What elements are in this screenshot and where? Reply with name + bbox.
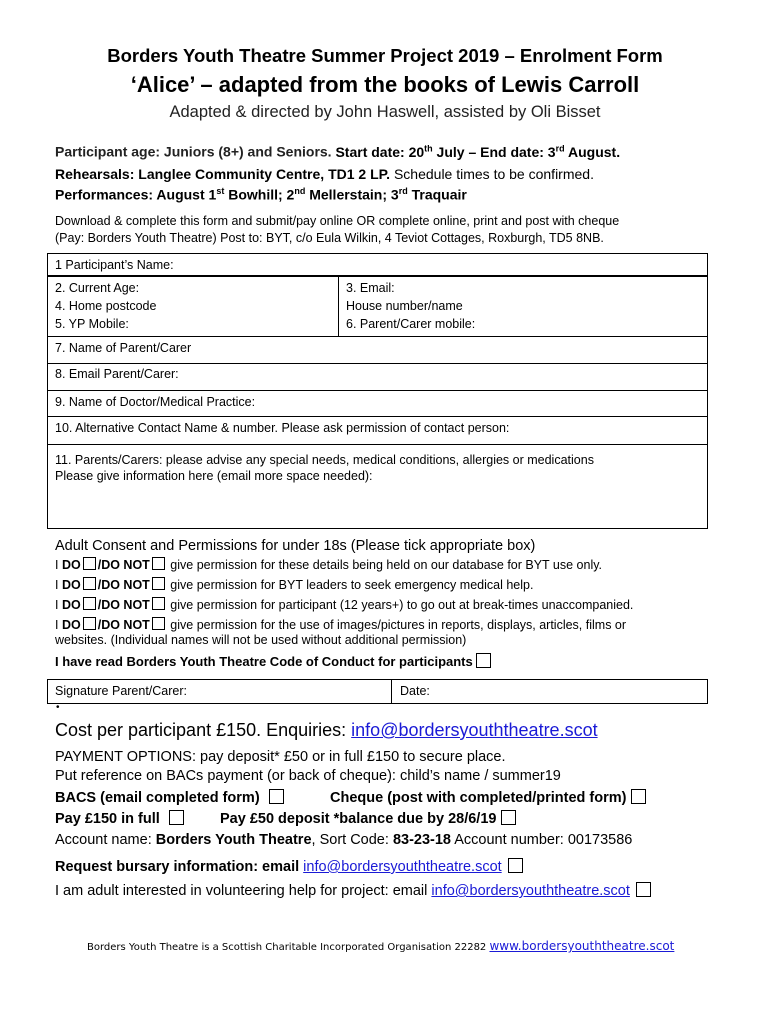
consent-images-note: websites. (Individual names will not be used without additional permission) xyxy=(55,633,467,647)
do-checkbox[interactable] xyxy=(83,617,96,630)
code-of-conduct-row: I have read Borders Youth Theatre Code of Conduct for participants xyxy=(55,653,494,669)
bacs-checkbox[interactable] xyxy=(269,789,284,804)
start-date: Start date: 20th July – End date: 3rd August. xyxy=(335,143,621,160)
code-of-conduct-checkbox[interactable] xyxy=(476,653,491,668)
bursary-line: Request bursary information: email info@bordersyouththeatre.scot xyxy=(55,858,526,875)
consent-row-medical: I DO /DO NOT give permission for BYT leaders to seek emergency medical help. xyxy=(55,578,534,592)
deposit-checkbox[interactable] xyxy=(501,810,516,825)
signature-label: Signature Parent/Carer: xyxy=(55,684,188,698)
instructions-line-1: Download & complete this form and submit/pay online OR complete online, print and post with cheque xyxy=(55,214,620,228)
deposit-option: Pay £50 deposit *balance due by 28/6/19 xyxy=(220,810,519,827)
current-age-label[interactable]: 2. Current Age: xyxy=(55,281,140,295)
payment-options: PAYMENT OPTIONS: pay deposit* £50 or in full £150 to secure place. xyxy=(55,749,506,765)
cost-line: Cost per participant £150. Enquiries: info@bordersyouththeatre.scot xyxy=(55,720,598,740)
website-link[interactable]: www.bordersyouththeatre.scot xyxy=(489,939,675,953)
credits-line: Adapted & directed by John Haswell, assisted by Oli Bisset xyxy=(169,103,601,121)
do-not-checkbox[interactable] xyxy=(152,577,165,590)
production-title: ‘Alice’ – adapted from the books of Lewis Carroll xyxy=(130,72,640,97)
full-payment-option: Pay £150 in full xyxy=(55,810,187,827)
house-number-label[interactable]: House number/name xyxy=(346,299,463,313)
alt-contact-label: 10. Alternative Contact Name & number. Please ask permission of contact person: xyxy=(55,421,510,435)
consent-row-database: I DO /DO NOT give permission for these details being held on our database for BYT use only. xyxy=(55,558,603,572)
account-details: Account name: Borders Youth Theatre, Sort Code: 83-23-18 Account number: 00173586 xyxy=(55,832,633,848)
doctor-label: 9. Name of Doctor/Medical Practice: xyxy=(55,395,256,409)
age-label: Participant age: Juniors (8+) and Seniors. xyxy=(55,143,332,160)
full-payment-checkbox[interactable] xyxy=(169,810,184,825)
payment-reference: Put reference on BACs payment (or back of cheque): child’s name / summer19 xyxy=(55,768,561,784)
instructions-line-2: (Pay: Borders Youth Theatre) Post to: BYT, c/o Eula Wilkin, 4 Teviot Cottages, Roxburgh, TD5 8NB. xyxy=(55,231,604,245)
volunteer-email-link[interactable]: info@bordersyouththeatre.scot xyxy=(431,883,630,899)
rehearsals-line: Rehearsals: Langlee Community Centre, TD1 2 LP. Schedule times to be confirmed. xyxy=(55,166,594,182)
consent-row-breaktimes: I DO /DO NOT give permission for participant (12 years+) to go out at break-times unaccompanied. xyxy=(55,598,634,612)
consent-heading: Adult Consent and Permissions for under 18s (Please tick appropriate box) xyxy=(55,538,536,554)
yp-mobile-label[interactable]: 5. YP Mobile: xyxy=(55,317,129,331)
bursary-email-link[interactable]: info@bordersyouththeatre.scot xyxy=(303,859,502,875)
do-not-checkbox[interactable] xyxy=(152,557,165,570)
bullet: • xyxy=(56,702,60,713)
do-not-checkbox[interactable] xyxy=(152,617,165,630)
home-postcode-label[interactable]: 4. Home postcode xyxy=(55,299,157,313)
enquiries-email-link[interactable]: info@bordersyouththeatre.scot xyxy=(351,720,598,740)
performances-line: Performances: August 1st Bowhill; 2nd Mellerstain; 3rd Traquair xyxy=(55,186,467,203)
bursary-checkbox[interactable] xyxy=(508,858,523,873)
date-label: Date: xyxy=(400,684,430,698)
date-field[interactable] xyxy=(391,679,708,704)
bacs-option: BACS (email completed form) xyxy=(55,789,287,806)
consent-row-images: I DO /DO NOT give permission for the use of images/pictures in reports, displays, articles, films or xyxy=(55,618,627,632)
do-checkbox[interactable] xyxy=(83,557,96,570)
parent-name-label: 7. Name of Parent/Carer xyxy=(55,341,192,355)
parent-mobile-label[interactable]: 6. Parent/Carer mobile: xyxy=(346,317,476,331)
do-checkbox[interactable] xyxy=(83,577,96,590)
cheque-checkbox[interactable] xyxy=(631,789,646,804)
volunteer-line: I am adult interested in volunteering help for project: email info@bordersyouththeatre.scot xyxy=(55,882,654,899)
cheque-option: Cheque (post with completed/printed form) xyxy=(330,789,649,806)
footer: Borders Youth Theatre is a Scottish Charitable Incorporated Organisation 22282 www.bordersyouththeatre.scot xyxy=(87,939,675,953)
form-title: Borders Youth Theatre Summer Project 2019 – Enrolment Form xyxy=(107,45,663,66)
do-checkbox[interactable] xyxy=(83,597,96,610)
email-label[interactable]: 3. Email: xyxy=(346,281,395,295)
do-not-checkbox[interactable] xyxy=(152,597,165,610)
participant-name-label: 1 Participant’s Name: xyxy=(55,258,174,272)
parent-email-label: 8. Email Parent/Carer: xyxy=(55,367,179,381)
dates-line xyxy=(55,143,620,160)
special-needs-hint: Please give information here (email more space needed): xyxy=(55,469,373,483)
special-needs-label: 11. Parents/Carers: please advise any special needs, medical conditions, allergies or medications xyxy=(55,453,594,467)
volunteer-checkbox[interactable] xyxy=(636,882,651,897)
